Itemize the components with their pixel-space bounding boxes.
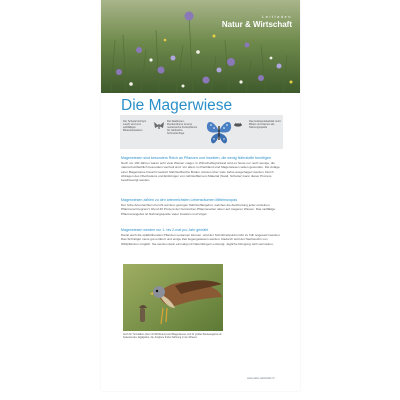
brochure-page <box>101 0 300 391</box>
section-1-text: Noch vor 100 Jahren waren sehr viele Wiesen mager. In Wirtschaftsgrünland sind es heute nur noch wenige, die naturschutzfachlich besonders wertvoll sind. Vor allem im Flachland sind Magerwiesen selten geworden. Die Anlage einer Magerwiese braucht Geduld. Nährstoffreiche Böden müssen über viele Jahre ausgehagert werden. Durch Abtragen des Oberbodens und Einbringen von nährstoffarmem Material (Sand, Schotter) kann dieser Prozess beschleunigt werden. <box>121 161 280 183</box>
insect-icon <box>233 121 243 129</box>
species-band <box>120 115 283 149</box>
brand-logo <box>222 15 292 29</box>
footer-url: www.natur-wirtschaft.ch <box>247 377 275 380</box>
kestrel-photo <box>123 264 223 331</box>
brand-tagline: Leitfaden <box>262 14 292 19</box>
species-caption-3: Das Hufeisenkleeblatt nutzt Blüten und Samen als Nahrungsquelle <box>249 120 281 129</box>
species-caption-1: Der Schwarzschopf-Lauch wird vom sahlfälligen Blütenbestäuben <box>123 120 147 132</box>
section-2-heading: Magerwiesen zählen zu den artenreichsten Lebensräumen Mitteleuropas <box>121 198 238 202</box>
moth-icon <box>153 121 165 131</box>
section-1-heading: Magerwiesen sind besonders Reich an Pflanzen und Insekten, die wenig Nährstoffe benötigen <box>121 156 271 160</box>
hero-meadow-image <box>101 0 300 93</box>
section-3-heading: Magerwiesen werden nur 1- bis 2-mal pro Jahr gemäht <box>121 228 209 232</box>
page-title: Die Magerwiese <box>121 97 233 114</box>
photo-caption: Auch für Turmfalken (hier mit Wühlmaus) sind Magerwiesen und ihr großes Beuteangebot ein bedeutendes Jagdgebiet, die Jungtiere finden Nahrung in den Wiesen. <box>123 333 222 339</box>
brand-name: Natur & Wirtschaft <box>221 20 292 29</box>
section-3-text: Damit auch die spätblühenden Pflanzen versamen können, wird der Schnittzeitpunkt nicht zu früh angesetzt werden. Das Schnittgut muss gut entfernt und einige Zeit liegengelassen werden. Dadurch wird der Nachwuchs von Wildpflanzen möglich. Sie werden dann einmalig mit Naturdüngern entsorgt. Jegliche Düngung wird vermieden. <box>121 233 281 246</box>
blue-butterfly-icon <box>204 117 234 147</box>
species-caption-2: Die Skabiosen-Flockenblume ist eine nectarreiche Futterpflanze für zahlreiche Schmetterlinge <box>167 120 198 135</box>
kestrel-image <box>123 264 223 331</box>
section-2-text: Der hohe Artenreichtum beruht auf dem geringen Nährstoffangebot, welches die Ausbreitung jeder einzelnen Pflanzenart begrenzt. Rund 30 Prozent der heimischen Pflanzenarten leben auf mageren Wiesen. Das vielfältige Pflanzenangebot ist Nahrungsquelle vieler Insekten und Vögel. <box>121 203 276 216</box>
